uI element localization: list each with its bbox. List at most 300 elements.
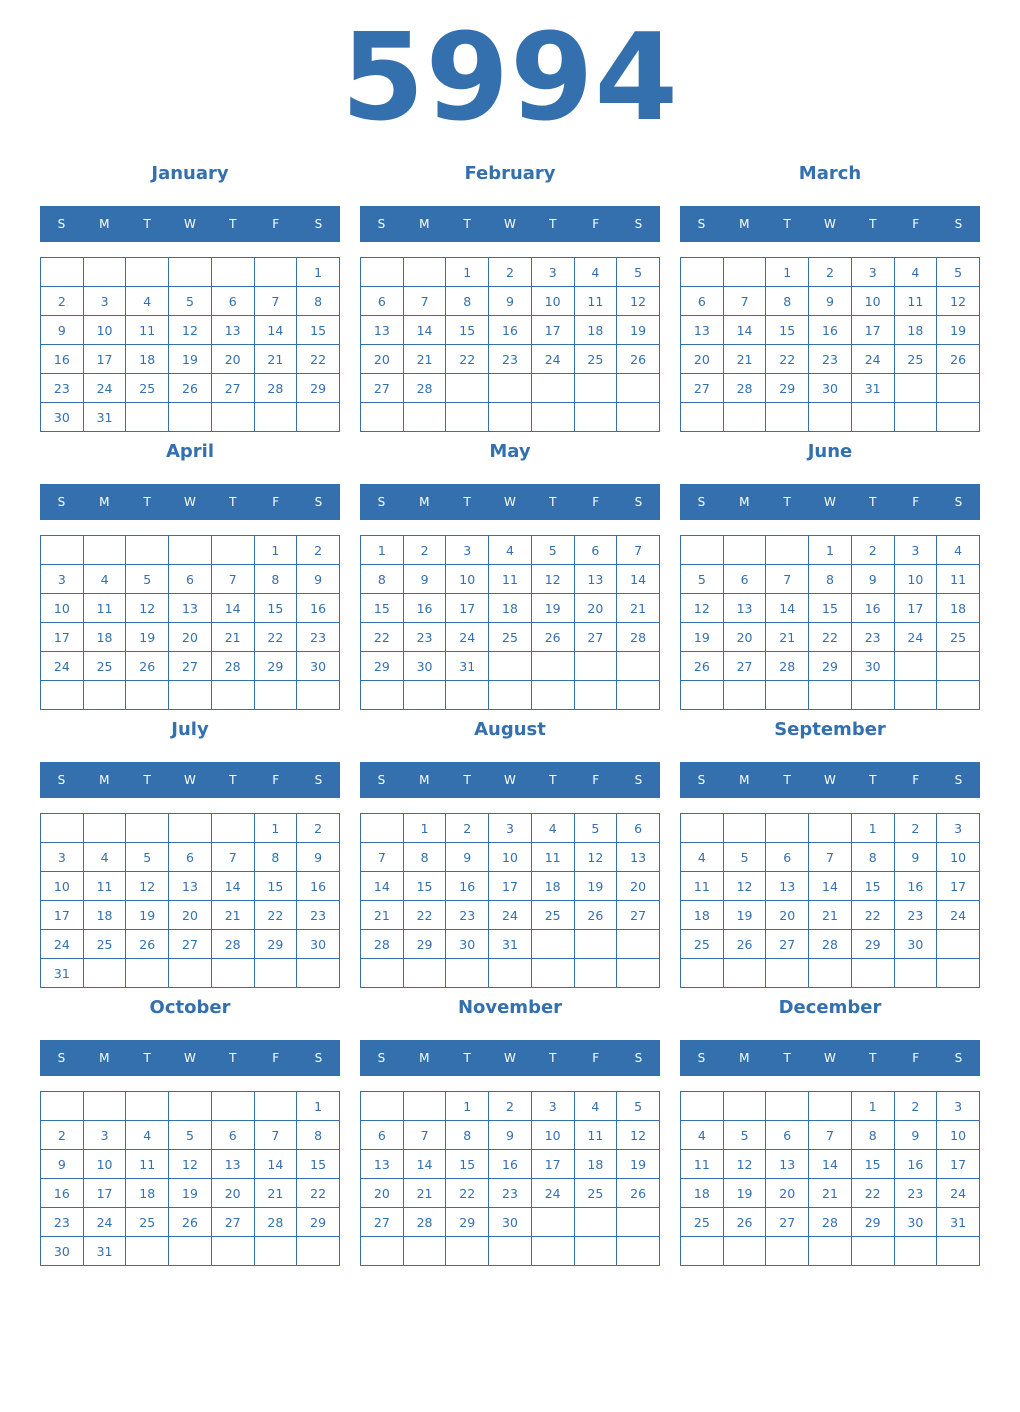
day-cell: 20 — [766, 901, 809, 930]
week-row — [681, 1150, 980, 1179]
day-cell: 18 — [681, 901, 724, 930]
day-cell: 28 — [211, 652, 254, 681]
day-cell: 29 — [254, 930, 297, 959]
day-cell: 29 — [446, 1208, 489, 1237]
week-row — [41, 872, 340, 901]
day-cell: 12 — [723, 872, 766, 901]
day-cell: 20 — [361, 1179, 404, 1208]
day-cell: 7 — [723, 287, 766, 316]
week-row — [681, 959, 980, 988]
day-cell — [489, 374, 532, 403]
week-row — [41, 565, 340, 594]
week-row — [41, 901, 340, 930]
day-cell: 6 — [169, 565, 212, 594]
day-cell: 14 — [403, 1150, 446, 1179]
day-cell: 20 — [617, 872, 660, 901]
weekday-label: W — [184, 495, 196, 509]
day-cell: 13 — [361, 1150, 404, 1179]
day-cell — [574, 652, 617, 681]
day-cell — [297, 403, 340, 432]
day-cell: 30 — [809, 374, 852, 403]
day-cell: 30 — [851, 652, 894, 681]
week-row — [681, 1179, 980, 1208]
weekday-header — [680, 762, 980, 798]
day-cell: 3 — [41, 565, 84, 594]
day-cell: 18 — [489, 594, 532, 623]
day-cell: 17 — [446, 594, 489, 623]
weekday-label: W — [824, 217, 836, 231]
day-cell: 16 — [489, 1150, 532, 1179]
weekday-label: W — [184, 1051, 196, 1065]
weekday-label: T — [463, 1051, 471, 1065]
day-cell — [766, 814, 809, 843]
day-cell: 13 — [169, 872, 212, 901]
day-cell: 31 — [83, 403, 126, 432]
day-cell: 26 — [937, 345, 980, 374]
day-cell: 22 — [297, 1179, 340, 1208]
day-cell — [489, 652, 532, 681]
day-cell: 9 — [41, 316, 84, 345]
day-cell: 2 — [809, 258, 852, 287]
day-cell: 12 — [937, 287, 980, 316]
weekday-header — [40, 206, 340, 242]
weekday-label: T — [143, 773, 151, 787]
day-cell: 25 — [937, 623, 980, 652]
day-cell — [126, 959, 169, 988]
day-cell: 26 — [169, 1208, 212, 1237]
day-cell — [83, 814, 126, 843]
weekday-header — [40, 1040, 340, 1076]
day-cell: 21 — [403, 1179, 446, 1208]
day-cell: 6 — [169, 843, 212, 872]
day-cell: 24 — [41, 930, 84, 959]
month-name: January — [151, 163, 229, 184]
weekday-header — [40, 484, 340, 520]
week-row — [361, 930, 660, 959]
day-cell — [531, 1208, 574, 1237]
day-cell: 5 — [937, 258, 980, 287]
day-cell — [211, 814, 254, 843]
day-cell: 11 — [574, 1121, 617, 1150]
day-cell: 22 — [403, 901, 446, 930]
day-cell: 25 — [574, 345, 617, 374]
day-cell: 8 — [254, 843, 297, 872]
day-cell: 10 — [446, 565, 489, 594]
weekday-header — [40, 762, 340, 798]
day-cell — [723, 1092, 766, 1121]
week-row — [681, 536, 980, 565]
day-cell — [723, 258, 766, 287]
weekday-label: W — [824, 495, 836, 509]
day-cell — [809, 1092, 852, 1121]
day-cell — [937, 374, 980, 403]
day-cell: 13 — [361, 316, 404, 345]
day-cell: 10 — [937, 843, 980, 872]
day-cell — [41, 814, 84, 843]
day-cell: 17 — [489, 872, 532, 901]
day-cell: 7 — [766, 565, 809, 594]
day-cell: 20 — [574, 594, 617, 623]
day-cell: 9 — [851, 565, 894, 594]
week-row — [41, 536, 340, 565]
day-cell: 24 — [83, 1208, 126, 1237]
day-cell: 11 — [126, 1150, 169, 1179]
day-cell: 12 — [723, 1150, 766, 1179]
day-cell — [723, 959, 766, 988]
weekday-label: S — [634, 495, 643, 509]
day-cell: 2 — [297, 814, 340, 843]
day-cell: 25 — [894, 345, 937, 374]
day-cell: 24 — [851, 345, 894, 374]
day-cell: 17 — [531, 316, 574, 345]
day-cell: 23 — [446, 901, 489, 930]
day-cell — [937, 930, 980, 959]
day-cell: 8 — [766, 287, 809, 316]
day-cell — [851, 403, 894, 432]
day-cell: 29 — [809, 652, 852, 681]
day-cell — [531, 959, 574, 988]
weekday-header — [360, 484, 660, 520]
month-name: July — [171, 719, 209, 740]
week-row — [361, 565, 660, 594]
week-row — [681, 872, 980, 901]
day-cell: 23 — [894, 1179, 937, 1208]
weekday-label: M — [739, 1051, 750, 1065]
day-cell — [403, 258, 446, 287]
weekday-label: F — [272, 217, 280, 231]
day-cell — [937, 403, 980, 432]
week-row — [361, 1150, 660, 1179]
week-row — [41, 681, 340, 710]
month-name: December — [778, 997, 882, 1018]
day-cell: 10 — [894, 565, 937, 594]
week-row — [681, 565, 980, 594]
day-cell — [723, 536, 766, 565]
day-cell: 10 — [937, 1121, 980, 1150]
day-cell: 9 — [809, 287, 852, 316]
day-cell: 29 — [297, 374, 340, 403]
day-cell: 11 — [83, 594, 126, 623]
day-cell: 11 — [681, 1150, 724, 1179]
day-cell: 4 — [574, 1092, 617, 1121]
weekday-label: T — [869, 773, 877, 787]
day-cell: 7 — [254, 287, 297, 316]
day-cell — [211, 258, 254, 287]
day-cell — [126, 258, 169, 287]
day-cell: 21 — [254, 1179, 297, 1208]
day-cell: 8 — [446, 1121, 489, 1150]
day-cell: 20 — [766, 1179, 809, 1208]
week-row — [361, 814, 660, 843]
day-cell: 27 — [574, 623, 617, 652]
week-row — [681, 843, 980, 872]
day-cell: 31 — [489, 930, 532, 959]
day-cell: 21 — [254, 345, 297, 374]
weekday-label: S — [697, 1051, 706, 1065]
day-cell: 21 — [361, 901, 404, 930]
day-cell: 10 — [531, 287, 574, 316]
day-cell: 14 — [211, 594, 254, 623]
day-cell: 7 — [211, 565, 254, 594]
day-cell: 4 — [126, 287, 169, 316]
month-name: November — [457, 997, 563, 1018]
day-cell: 18 — [894, 316, 937, 345]
day-cell: 30 — [894, 1208, 937, 1237]
day-cell: 7 — [809, 843, 852, 872]
day-cell — [809, 814, 852, 843]
weekday-label: T — [229, 773, 237, 787]
day-cell: 16 — [297, 594, 340, 623]
day-cell: 9 — [894, 1121, 937, 1150]
weekday-label: T — [869, 1051, 877, 1065]
day-grid — [360, 1091, 660, 1266]
week-row — [681, 681, 980, 710]
day-cell — [254, 959, 297, 988]
day-cell — [574, 1208, 617, 1237]
day-cell — [211, 959, 254, 988]
day-cell: 29 — [851, 1208, 894, 1237]
day-cell — [531, 1237, 574, 1266]
day-cell: 23 — [297, 623, 340, 652]
weekday-label: S — [954, 495, 963, 509]
weekday-label: W — [824, 1051, 836, 1065]
day-cell: 27 — [169, 930, 212, 959]
day-cell: 21 — [403, 345, 446, 374]
day-cell: 19 — [723, 1179, 766, 1208]
day-cell: 13 — [723, 594, 766, 623]
weekday-label: T — [229, 217, 237, 231]
day-cell: 11 — [574, 287, 617, 316]
day-cell: 24 — [894, 623, 937, 652]
day-cell — [254, 1237, 297, 1266]
day-cell — [681, 1237, 724, 1266]
day-cell: 12 — [169, 316, 212, 345]
day-cell: 12 — [169, 1150, 212, 1179]
day-cell: 8 — [851, 843, 894, 872]
day-cell: 28 — [403, 1208, 446, 1237]
week-row — [41, 1150, 340, 1179]
month-name: March — [798, 163, 862, 184]
day-cell: 24 — [937, 901, 980, 930]
day-cell — [531, 374, 574, 403]
day-cell: 8 — [851, 1121, 894, 1150]
day-cell: 28 — [766, 652, 809, 681]
day-cell — [894, 403, 937, 432]
day-cell — [83, 681, 126, 710]
day-cell: 1 — [297, 258, 340, 287]
day-cell: 21 — [211, 623, 254, 652]
day-cell: 1 — [766, 258, 809, 287]
day-cell — [211, 681, 254, 710]
day-cell: 14 — [766, 594, 809, 623]
month-name: June — [807, 441, 853, 462]
day-cell: 6 — [361, 1121, 404, 1150]
weekday-label: W — [504, 773, 516, 787]
day-cell: 26 — [126, 652, 169, 681]
day-cell: 22 — [446, 1179, 489, 1208]
day-cell: 8 — [403, 843, 446, 872]
day-cell — [809, 403, 852, 432]
weekday-label: S — [634, 1051, 643, 1065]
day-cell: 14 — [403, 316, 446, 345]
week-row — [41, 345, 340, 374]
day-cell: 5 — [169, 287, 212, 316]
day-cell: 28 — [809, 1208, 852, 1237]
weekday-label: W — [504, 495, 516, 509]
day-cell: 29 — [403, 930, 446, 959]
day-cell: 22 — [766, 345, 809, 374]
week-row — [41, 594, 340, 623]
day-cell: 6 — [211, 1121, 254, 1150]
week-row — [361, 1179, 660, 1208]
day-cell — [489, 1237, 532, 1266]
day-cell: 25 — [681, 930, 724, 959]
day-cell: 27 — [681, 374, 724, 403]
week-row — [361, 258, 660, 287]
weekday-label: F — [272, 495, 280, 509]
day-cell: 3 — [531, 1092, 574, 1121]
day-cell: 6 — [617, 814, 660, 843]
day-cell: 18 — [681, 1179, 724, 1208]
day-cell — [723, 1237, 766, 1266]
day-cell: 12 — [617, 287, 660, 316]
week-row — [41, 1237, 340, 1266]
week-row — [361, 681, 660, 710]
weekday-label: S — [377, 217, 386, 231]
weekday-label: M — [419, 1051, 430, 1065]
week-row — [361, 843, 660, 872]
day-cell — [937, 681, 980, 710]
day-cell — [361, 403, 404, 432]
day-cell: 15 — [766, 316, 809, 345]
day-grid — [360, 813, 660, 988]
weekday-label: F — [592, 1051, 600, 1065]
weekday-label: T — [783, 1051, 791, 1065]
day-cell: 19 — [723, 901, 766, 930]
day-cell: 9 — [894, 843, 937, 872]
week-row — [41, 1121, 340, 1150]
day-cell: 16 — [894, 1150, 937, 1179]
month-name: May — [489, 441, 531, 462]
day-cell — [681, 959, 724, 988]
day-cell — [617, 403, 660, 432]
weekday-label: T — [549, 217, 557, 231]
day-cell: 13 — [169, 594, 212, 623]
day-cell: 30 — [297, 930, 340, 959]
day-cell: 26 — [723, 930, 766, 959]
day-cell: 21 — [809, 1179, 852, 1208]
week-row — [41, 374, 340, 403]
day-cell: 14 — [809, 872, 852, 901]
day-cell — [254, 258, 297, 287]
day-cell — [361, 814, 404, 843]
day-cell: 13 — [211, 316, 254, 345]
day-cell: 17 — [531, 1150, 574, 1179]
weekday-header — [360, 1040, 660, 1076]
day-cell — [403, 681, 446, 710]
weekday-label: M — [739, 773, 750, 787]
weekday-label: M — [739, 217, 750, 231]
day-cell: 7 — [403, 1121, 446, 1150]
day-cell: 10 — [489, 843, 532, 872]
day-cell: 22 — [446, 345, 489, 374]
week-row — [41, 814, 340, 843]
day-cell: 4 — [83, 843, 126, 872]
weekday-label: W — [184, 217, 196, 231]
weekday-label: T — [549, 773, 557, 787]
day-cell — [489, 403, 532, 432]
week-row — [41, 258, 340, 287]
day-cell: 19 — [681, 623, 724, 652]
day-cell: 15 — [446, 316, 489, 345]
day-cell: 24 — [41, 652, 84, 681]
day-cell: 17 — [937, 1150, 980, 1179]
weekday-label: F — [912, 495, 920, 509]
day-cell: 12 — [617, 1121, 660, 1150]
day-cell: 17 — [41, 623, 84, 652]
day-cell: 23 — [41, 1208, 84, 1237]
day-cell: 20 — [681, 345, 724, 374]
month-name: August — [474, 719, 546, 740]
week-row — [361, 536, 660, 565]
day-cell: 5 — [723, 843, 766, 872]
day-cell: 10 — [41, 872, 84, 901]
day-cell: 17 — [83, 345, 126, 374]
weekday-header — [680, 206, 980, 242]
month-name: September — [774, 719, 886, 740]
day-cell — [169, 814, 212, 843]
day-cell: 25 — [574, 1179, 617, 1208]
day-cell — [766, 681, 809, 710]
day-cell: 4 — [937, 536, 980, 565]
week-row — [681, 594, 980, 623]
day-cell — [617, 652, 660, 681]
day-cell: 26 — [574, 901, 617, 930]
day-cell — [254, 681, 297, 710]
day-cell: 15 — [361, 594, 404, 623]
day-cell — [446, 403, 489, 432]
week-row — [361, 345, 660, 374]
week-row — [361, 316, 660, 345]
day-cell: 26 — [126, 930, 169, 959]
day-cell: 2 — [894, 814, 937, 843]
day-cell — [894, 1237, 937, 1266]
day-cell — [851, 959, 894, 988]
day-cell: 23 — [403, 623, 446, 652]
day-cell: 19 — [126, 901, 169, 930]
day-cell: 27 — [766, 1208, 809, 1237]
day-cell: 22 — [851, 1179, 894, 1208]
day-grid — [680, 813, 980, 988]
day-cell — [617, 374, 660, 403]
day-cell: 3 — [83, 1121, 126, 1150]
day-cell: 16 — [851, 594, 894, 623]
weekday-label: T — [549, 495, 557, 509]
day-cell: 24 — [83, 374, 126, 403]
day-cell: 22 — [809, 623, 852, 652]
day-cell: 1 — [361, 536, 404, 565]
day-cell — [126, 403, 169, 432]
week-row — [361, 872, 660, 901]
day-cell: 25 — [126, 374, 169, 403]
day-cell: 7 — [211, 843, 254, 872]
day-cell — [126, 536, 169, 565]
day-cell — [254, 1092, 297, 1121]
day-cell — [531, 681, 574, 710]
day-cell: 2 — [851, 536, 894, 565]
week-row — [681, 814, 980, 843]
day-cell: 4 — [83, 565, 126, 594]
